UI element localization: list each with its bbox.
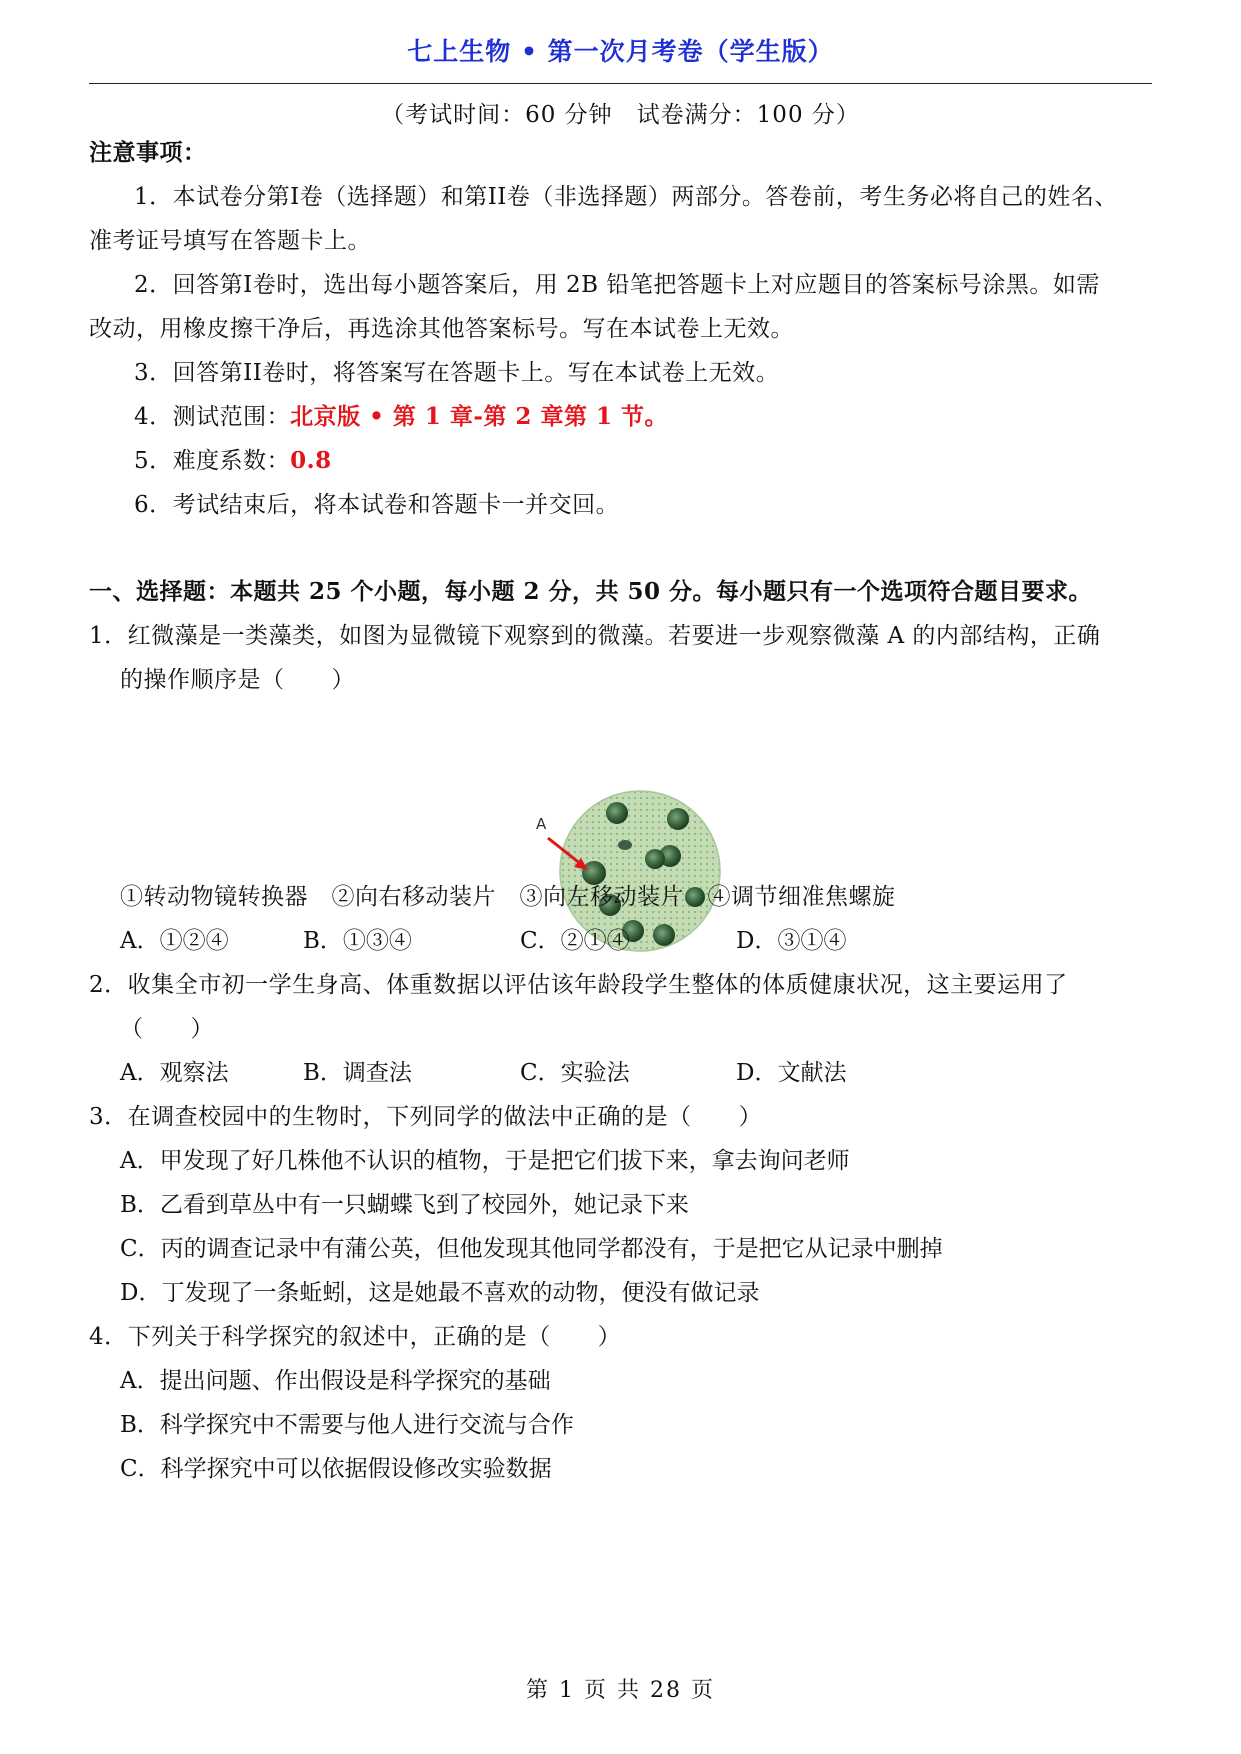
note-3: 3．回答第II卷时，将答案写在答题卡上。写在本试卷上无效。 [134, 360, 780, 386]
section-heading: 一、选择题：本题共 25 个小题，每小题 2 分，共 50 分。每小题只有一个选项符合题目要求。 [89, 578, 1093, 605]
page-title: 七上生物 • 第一次月考卷（学生版） [407, 37, 834, 66]
notes-heading: 注意事项： [89, 139, 207, 166]
q1-stem-line-2: 的操作顺序是（ ） [120, 667, 355, 693]
note-1-line-2: 准考证号填写在答题卡上。 [89, 228, 371, 254]
q4-stem: 4．下列关于科学探究的叙述中，正确的是（ ） [89, 1324, 622, 1350]
q2-option-a: A．观察法 [120, 1060, 229, 1086]
q3-option-d: D．丁发现了一条蚯蚓，这是她最不喜欢的动物，便没有做记录 [120, 1280, 760, 1306]
exam-info: （考试时间：60 分钟 试卷满分：100 分） [381, 102, 860, 128]
note-4-label: 4．测试范围： [134, 404, 291, 430]
algae-cell [667, 808, 689, 830]
note-1-line-1: 1．本试卷分第I卷（选择题）和第II卷（非选择题）两部分。答卷前，考生务必将自己的姓名、 [134, 184, 1118, 210]
note-2-line-2: 改动，用橡皮擦干净后，再选涂其他答案标号。写在本试卷上无效。 [89, 316, 794, 342]
algae-cell [645, 849, 665, 869]
q4-option-b: B．科学探究中不需要与他人进行交流与合作 [120, 1412, 574, 1438]
q2-stem-line-1: 2．收集全市初一学生身高、体重数据以评估该年龄段学生整体的体质健康状况，这主要运用了 [89, 972, 1068, 998]
algae-cell [618, 840, 632, 850]
q2-stem-line-2: （ ） [120, 1016, 214, 1042]
q1-option-b: B．①③④ [303, 928, 412, 954]
q1-option-a: A．①②④ [120, 928, 229, 954]
q1-steps: ①转动物镜转换器 ②向右移动装片 ③向左移动装片 ④调节细准焦螺旋 [120, 884, 896, 910]
note-2-line-1: 2．回答第I卷时，选出每小题答案后，用 2B 铅笔把答题卡上对应题目的答案标号涂黑。如需 [134, 272, 1100, 298]
q2-option-c: C．实验法 [520, 1060, 630, 1086]
q2-option-b: B．调查法 [303, 1060, 412, 1086]
q3-option-a: A．甲发现了好几株他不认识的植物，于是把它们拔下来，拿去询问老师 [120, 1148, 850, 1174]
algae-cell [653, 924, 675, 946]
q1-option-c: C．②①④ [520, 928, 630, 954]
note-4 [134, 398, 668, 431]
q2-option-d: D．文献法 [736, 1060, 847, 1086]
q3-option-c: C．丙的调查记录中有蒲公英，但他发现其他同学都没有，于是把它从记录中删掉 [120, 1236, 943, 1262]
page-number: 第 1 页 共 28 页 [526, 1678, 715, 1703]
note-5-label: 5．难度系数： [134, 448, 291, 474]
label-a: A [536, 815, 547, 833]
q4-option-a: A．提出问题、作出假设是科学探究的基础 [120, 1368, 551, 1394]
algae-cell [606, 802, 628, 824]
note-5 [134, 442, 332, 475]
test-scope: 北京版 • 第 1 章-第 2 章第 1 节。 [290, 403, 668, 430]
q4-option-c: C．科学探究中可以依据假设修改实验数据 [120, 1456, 552, 1482]
q3-option-b: B．乙看到草丛中有一只蝴蝶飞到了校园外，她记录下来 [120, 1192, 689, 1218]
q1-stem-line-1: 1．红微藻是一类藻类，如图为显微镜下观察到的微藻。若要进一步观察微藻 A 的内部结构，正确 [89, 623, 1101, 649]
q3-stem: 3．在调查校园中的生物时，下列同学的做法中正确的是（ ） [89, 1104, 763, 1130]
note-6: 6．考试结束后，将本试卷和答题卡一并交回。 [134, 492, 620, 518]
title-divider [89, 83, 1152, 84]
q1-option-d: D．③①④ [736, 928, 847, 954]
difficulty-value: 0.8 [290, 447, 332, 474]
